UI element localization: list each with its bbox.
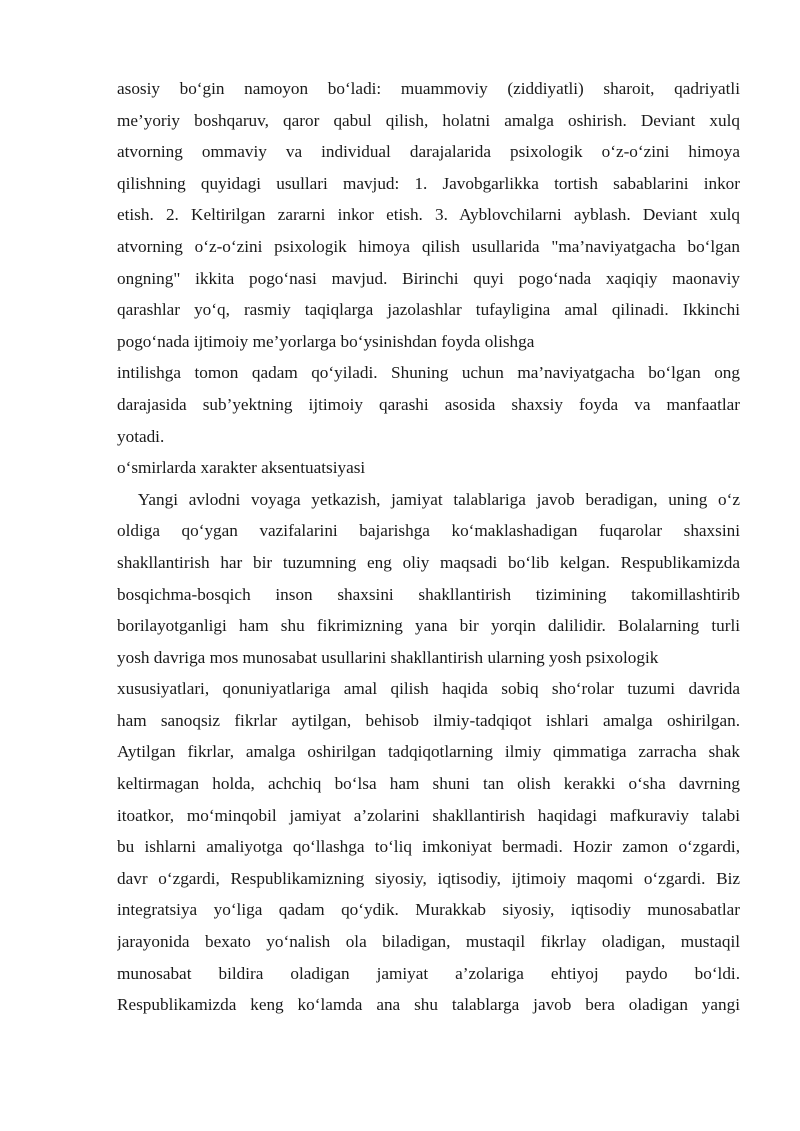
paragraph-2 — [117, 357, 740, 452]
text-line: qarashlar yo‘q, rasmiy taqiqlarga jazolashlar tufayligina amal qilinadi. Ikkinchi — [117, 300, 740, 320]
text-line: ham sanoqsiz fikrlar aytilgan, behisob ilmiy-tadqiqot ishlari amalga oshirilgan. — [117, 710, 740, 730]
text-line: xususiyatlari, qonuniyatlariga amal qilish haqida sobiq sho‘rolar tuzumi davrida — [117, 679, 740, 699]
paragraph-4 — [117, 673, 740, 1021]
text-line: bu ishlarni amaliyotga qo‘llashga to‘liq imkoniyat bermadi. Hozir zamon o‘zgardi, — [117, 837, 740, 857]
text-line: borilayotganligi ham shu fikrimizning yana bir yorqin dalilidir. Bolalarning turli — [117, 616, 740, 636]
text-line: pogo‘nada ijtimoiy me’yorlarga bo‘ysinishdan foyda olishga — [117, 331, 535, 351]
text-line: atvorning o‘z-o‘zini psixologik himoya qilish usullarida "ma’naviyatgacha bo‘lgan — [117, 236, 740, 256]
text-line: intilishga tomon qadam qo‘yiladi. Shuning uchun ma’naviyatgacha bo‘lgan ong — [117, 363, 740, 383]
text-line: Aytilgan fikrlar, amalga oshirilgan tadqiqotlarning ilmiy qimmatiga zarracha shak — [117, 742, 740, 762]
paragraph-3 — [117, 484, 740, 674]
text-line: asosiy bo‘gin namoyon bo‘ladi: muammoviy (ziddiyatli) sharoit, qadriyatli — [117, 79, 740, 98]
text-line: keltirmagan holda, achchiq bo‘lsa ham shuni tan olish kerakki o‘sha davrning — [117, 774, 740, 794]
text-line: ongning" ikkita pogo‘nasi mavjud. Birinchi quyi pogo‘nada xaqiqiy maonaviy — [117, 268, 740, 288]
text-line: bosqichma-bosqich inson shaxsini shakllantirish tizimining takomillashtirib — [117, 584, 740, 604]
text-line: darajasida sub’yektning ijtimoiy qarashi asosida shaxsiy foyda va manfaatlar — [117, 394, 740, 414]
text-line: atvorning ommaviy va individual darajalarida psixologik o‘z-o‘zini himoya — [117, 142, 740, 162]
text-line: jarayonida bexato yo‘nalish ola biladigan, mustaqil fikrlay oladigan, mustaqil — [117, 932, 740, 952]
section-heading: o‘smirlarda xarakter aksentuatsiyasi — [117, 458, 366, 478]
text-line: davr o‘zgardi, Respublikamizning siyosiy, iqtisodiy, ijtimoiy maqomi o‘zgardi. Biz — [117, 868, 740, 888]
text-line: Yangi avlodni voyaga yetkazish, jamiyat talablariga javob beradigan, uning o‘z — [117, 489, 740, 509]
text-line: oldiga qo‘ygan vazifalarini bajarishga ko‘maklashadigan fuqarolar shaxsini — [117, 521, 740, 541]
text-line: shakllantirish har bir tuzumning eng oliy maqsadi bo‘lib kelgan. Respublikamizda — [117, 552, 740, 572]
text-line: yotadi. — [117, 426, 165, 446]
text-line: integratsiya yo‘liga qadam qo‘ydik. Murakkab siyosiy, iqtisodiy munosabatlar — [117, 900, 740, 920]
paragraph-1 — [117, 73, 740, 357]
text-line: me’yoriy boshqaruv, qaror qabul qilish, holatni amalga oshirish. Deviant xulq — [117, 110, 740, 130]
text-line: etish. 2. Keltirilgan zararni inkor etish. 3. Ayblovchilarni ayblash. Deviant xulq — [117, 205, 740, 225]
text-line: Respublikamizda keng ko‘lamda ana shu talablarga javob bera oladigan yangi — [117, 995, 740, 1015]
text-line: munosabat bildira oladigan jamiyat a’zolariga ehtiyoj paydo bo‘ldi. — [117, 963, 740, 983]
text-line: yosh davriga mos munosabat usullarini shakllantirish ularning yosh psixologik — [117, 647, 659, 667]
text-line: qilishning quyidagi usullari mavjud: 1. Javobgarlikka tortish sabablarini inkor — [117, 173, 740, 193]
text-line: itoatkor, mo‘minqobil jamiyat a’zolarini shakllantirish haqidagi mafkuraviy talabi — [117, 805, 740, 825]
